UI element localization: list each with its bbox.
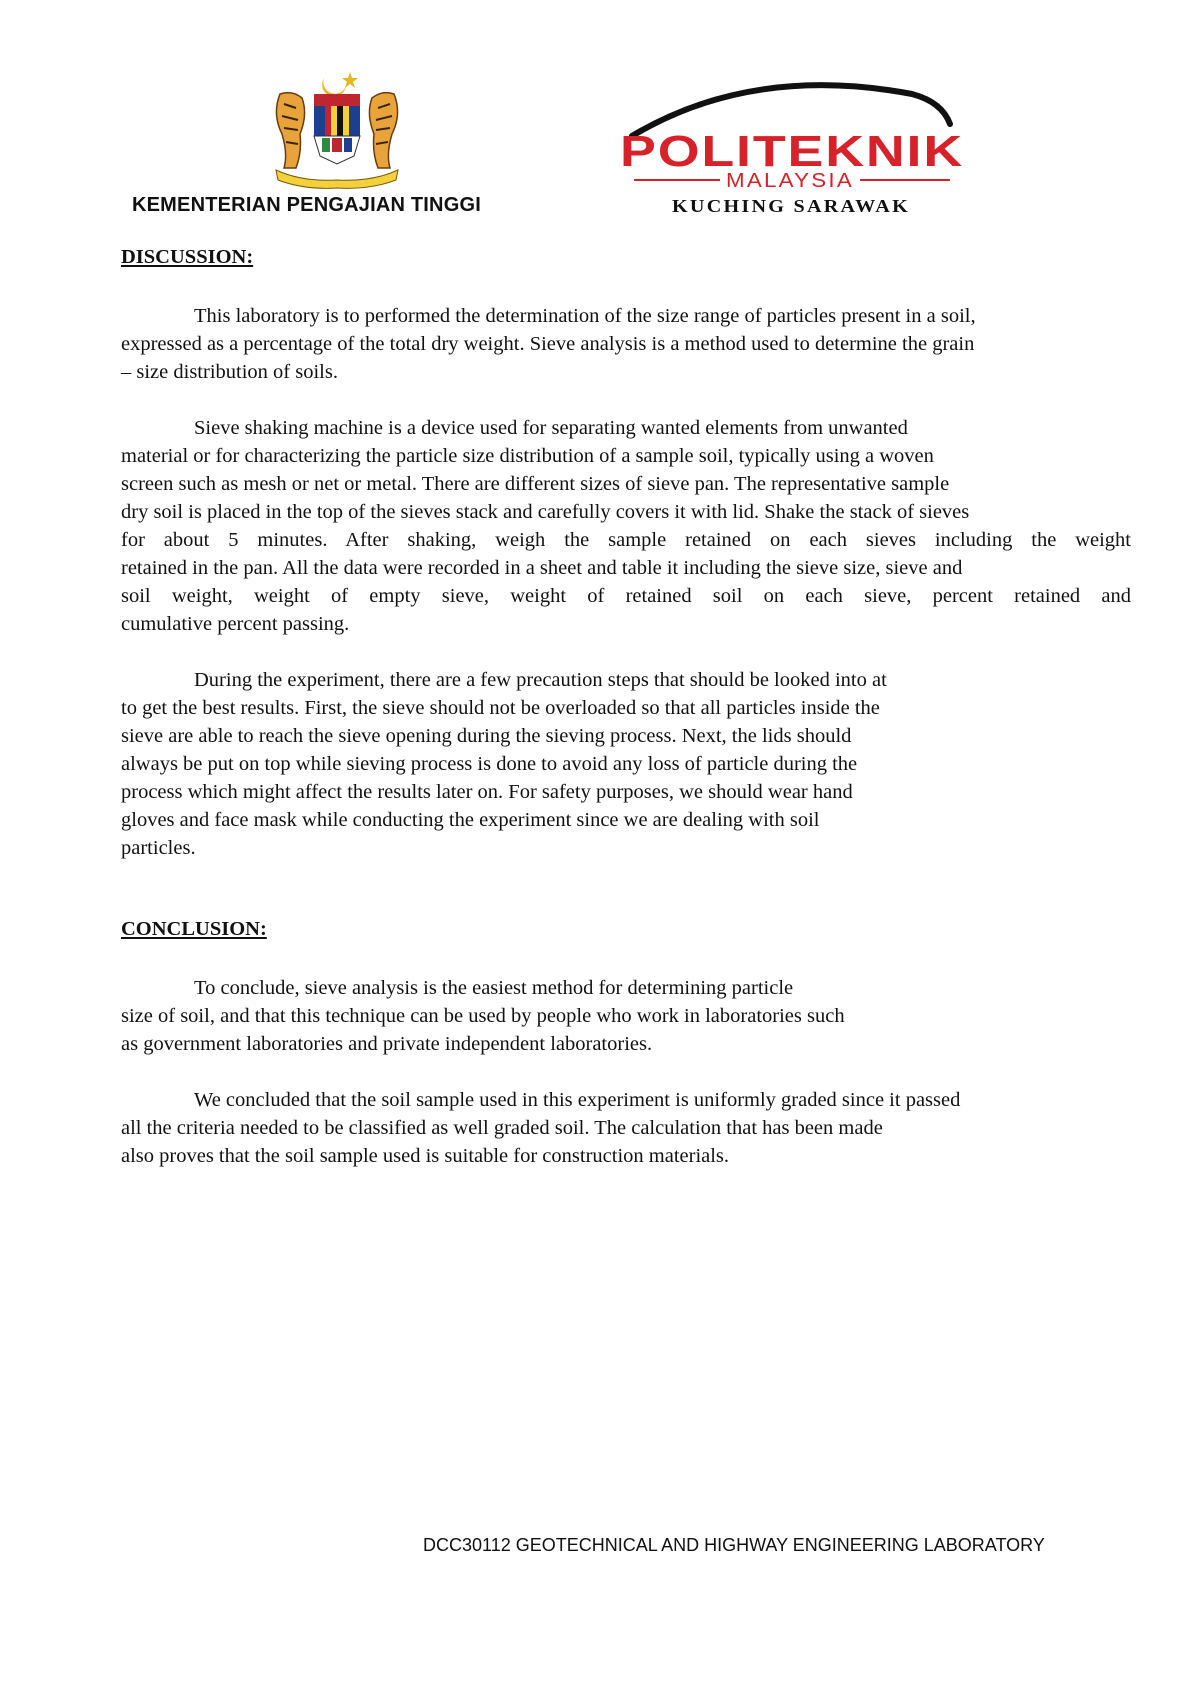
text-line: particles. (121, 837, 196, 859)
text-line: always be put on top while sieving process is done to avoid any loss of particle during the (121, 753, 858, 775)
text-line: sieve are able to reach the sieve opening during the sieving process. Next, the lids should (121, 725, 852, 747)
text-line: soil weight, weight of empty sieve, weight of retained soil on each sieve, percent retained and (121, 585, 1131, 607)
text-line: size of soil, and that this technique can be used by people who work in laboratories such (121, 1005, 845, 1027)
text-line: To conclude, sieve analysis is the easiest method for determining particle (194, 977, 794, 999)
text-line: process which might affect the results later on. For safety purposes, we should wear hand (121, 781, 853, 803)
text-line: Sieve shaking machine is a device used for separating wanted elements from unwanted (194, 417, 908, 439)
text-line: all the criteria needed to be classified as well graded soil. The calculation that has been made (121, 1117, 883, 1139)
text-line: retained in the pan. All the data were recorded in a sheet and table it including the sieve size, sieve and (121, 557, 963, 579)
text-line: screen such as mesh or net or metal. There are different sizes of sieve pan. The representative sample (121, 473, 950, 495)
text-line: cumulative percent passing. (121, 613, 350, 635)
course-footer: DCC30112 GEOTECHNICAL AND HIGHWAY ENGINEERING LABORATORY (423, 1535, 1045, 1555)
logo-campus-text: KUCHING SARAWAK (672, 196, 910, 216)
text-line: This laboratory is to performed the determination of the size range of particles present in a soil, (194, 305, 976, 327)
text-line: We concluded that the soil sample used in this experiment is uniformly graded since it passed (194, 1089, 961, 1111)
conclusion-heading: CONCLUSION: (121, 918, 267, 940)
logo-country-text: MALAYSIA (726, 170, 854, 192)
discussion-paragraph-2 (121, 414, 1131, 638)
text-line: to get the best results. First, the sieve should not be overloaded so that all particles inside the (121, 697, 880, 719)
text-line: as government laboratories and private independent laboratories. (121, 1033, 653, 1055)
text-line: During the experiment, there are a few precaution steps that should be looked into at (194, 669, 887, 691)
logo-brand-text: POLITEKNIK (620, 127, 964, 176)
discussion-paragraph-3 (121, 666, 1131, 862)
text-line: for about 5 minutes. After shaking, weigh the sample retained on each sieves including the weight (121, 529, 1131, 551)
ministry-name: KEMENTERIAN PENGAJIAN TINGGI (132, 194, 481, 216)
text-line: expressed as a percentage of the total dry weight. Sieve analysis is a method used to determine the grain (121, 333, 975, 355)
malaysia-coat-of-arms-icon (262, 64, 412, 192)
text-line: gloves and face mask while conducting the experiment since we are dealing with soil (121, 809, 820, 831)
text-line: – size distribution of soils. (121, 361, 338, 383)
text-line: material or for characterizing the particle size distribution of a sample soil, typically using a woven (121, 445, 934, 467)
discussion-heading: DISCUSSION: (121, 246, 254, 268)
conclusion-paragraph-2 (121, 1086, 1131, 1170)
politeknik-logo (612, 74, 972, 224)
discussion-paragraph-1 (121, 302, 1131, 386)
text-line: also proves that the soil sample used is suitable for construction materials. (121, 1145, 730, 1167)
conclusion-paragraph-1 (121, 974, 1131, 1058)
text-line: dry soil is placed in the top of the sieves stack and carefully covers it with lid. Shake the stack of sieves (121, 501, 970, 523)
